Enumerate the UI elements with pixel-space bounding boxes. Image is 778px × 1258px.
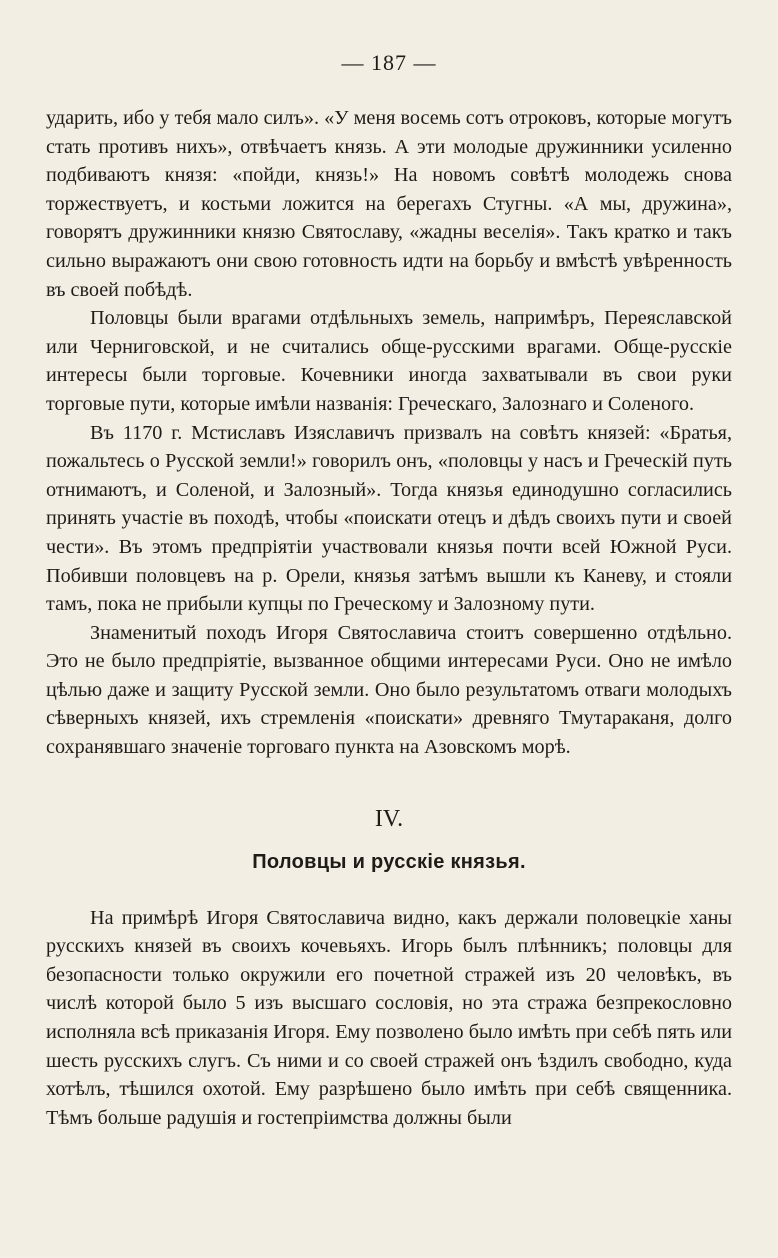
paragraph-igor-campaign: Знаменитый походъ Игоря Святославича стоитъ совершенно отдѣльно. Это не было предпріятіе, вызванное общими интересами Руси. Оно не имѣло цѣлью даже и защиту Русской земли. Оно было результатомъ отваги молодыхъ сѣверныхъ князей, ихъ стремленія «поискати» древняго Тмутараканя, долго сохранявшаго значеніе торговаго пункта на Азовскомъ морѣ. xyxy=(46,621,732,759)
section-title: Половцы и русскіе князья. xyxy=(252,850,526,873)
paragraph-polovtsy-enemies: Половцы были врагами отдѣльныхъ земель, напримѣръ, Переяславской или Черниговской, и не считались обще-русскими врагами. Обще-русскіе интересы были торговые. Кочевники иногда захватывали въ свои руки торговые пути, которые имѣли названія: Греческаго, Залознаго и Соленого. xyxy=(46,307,732,415)
paragraph-1170-council: Въ 1170 г. Мстиславъ Изяславичъ призвалъ на совѣтъ князей: «Братья, пожальтесь о Русской земли!» говорилъ онъ, «половцы у насъ и Греческій путь отнимаютъ, и Соленой, и Залозный». Тогда князья единодушно согласились принять участіе въ походѣ, чтобы «поискати отецъ и дѣдъ своихъ пути и своей чести». Въ этомъ предпріятіи участвовали князья почти всей Южной Руси. Побивши половцевъ на р. Орели, князья затѣмъ вышли къ Каневу, и стояли тамъ, пока не прибыли купцы по Греческому и Залозному пути. xyxy=(46,421,732,616)
page-number: — 187 — xyxy=(341,50,437,75)
section-numeral: IV. xyxy=(374,805,404,832)
paragraph-continuation: ударить, ибо у тебя мало силъ». «У меня восемь сотъ отроковъ, которые могутъ стать противъ нихъ», отвѣчаетъ князь. А эти молодые дружинники усиленно подбиваютъ князя: «пойди, князь!» На новомъ совѣтѣ молодежь снова торжествуетъ, и костьми ложится на берегахъ Стугны. «А мы, дружина», говорятъ дружинники князю Святославу, «жадны веселія». Такъ кратко и такъ сильно выражаютъ они свою готовность идти на борьбу и вмѣстѣ увѣренность въ своей побѣдѣ. xyxy=(46,107,732,301)
paragraph-igor-captivity: На примѣрѣ Игоря Святославича видно, какъ держали половецкіе ханы русскихъ князей въ своихъ кочевьяхъ. Игорь былъ плѣнникъ; половцы для безопасности только окружили его почетной стражей изъ 20 человѣкъ, въ числѣ которой было 5 изъ высшаго сословія, но эта стража безпрекословно исполняла всѣ приказанія Игоря. Ему позволено было имѣть при себѣ пять или шесть русскихъ слугъ. Съ ними и со своей стражей онъ ѣздилъ свободно, куда хотѣлъ, тѣшился охотой. Ему разрѣшено было имѣть при себѣ священника. Тѣмъ больше радушія и гостепріимства должны были xyxy=(46,906,732,1129)
